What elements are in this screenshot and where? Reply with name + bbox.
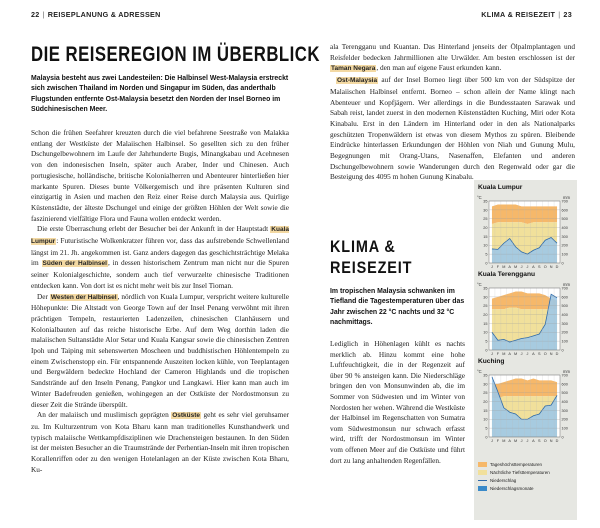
axis-unit-right: mm xyxy=(563,369,570,374)
x-tick-label: D xyxy=(555,352,559,356)
y2-tick-label: 100 xyxy=(561,252,568,257)
y-tick-label: 15 xyxy=(483,234,488,239)
right-section-title: KLIMA & REISEZEIT xyxy=(481,10,556,19)
climate-chart-title: Kuala Lumpur xyxy=(478,184,523,191)
axis-unit-right: mm xyxy=(563,282,570,287)
y-tick-label: 20 xyxy=(483,312,488,317)
y2-tick-label: 300 xyxy=(561,321,568,326)
x-tick-label: O xyxy=(543,439,547,443)
paragraph: Der Westen der Halbinsel, nördlich von Kuala Lumpur, verspricht weitere kulturelle Höhepunkte: Die Altstadt von George Town auf der Insel Penang verwöhnt mit ihren prächtigen Tempeln, restaurierten Ladenzeilen, chinesischen Clanhäusern und Kolonialbauten auf das reiche historische Erbe. Auf dem Weg dorthin laden die malaiischen Sultanstädte Alor Setar und Kuala Kangsar sowie die chinesischen Zentren Ipoh und Taiping mit sehenswerten Moscheen und buddhistischen Höhlentempeln zu einem Zwischenstopp ein. Für entspannende Auszeiten locken kühle, von Teeplantagen und Bergwäldern bedeckte Hochland der Cameron Highlands und die tropischen Sandstrände auf den Inseln Penang, Pangkor und Langkawi. Hier kann man auch im Winter Badefreuden genießen, wohingegen an der Ostküste der Nordostmonsun zu dieser Zeit die Strände überspült. xyxy=(31,291,289,409)
y-tick-label: 25 xyxy=(483,304,488,309)
y-tick-label: 10 xyxy=(483,417,488,422)
y2-tick-label: 300 xyxy=(561,408,568,413)
section-body: Lediglich in Höhenlagen kühlt es nachts merklich ab. Hinzu kommt eine hohe Luftfeuchtigkeit, die in der Regenzeit auf über 90 % ansteigen kann. Die Niederschläge bringen den von Monsunwinden ab, die im Sommer von Südwesten und im Winter von Nordosten her wehen. Während die Westküste der Halbinsel im Regenschatten von Sumatra vom Südwestmonsun nur schwach erfasst wird, trifft der Nordostmonsun im Winter vom offenen Meer auf die Ostküste und führt dort zu lang anhaltenden Regenfällen. xyxy=(330,339,465,465)
y-tick-label: 0 xyxy=(485,348,488,353)
y2-tick-label: 400 xyxy=(561,399,568,404)
y-tick-label: 35 xyxy=(483,199,488,204)
y2-tick-label: 0 xyxy=(561,348,564,353)
highlight-term: Ost-Malaysia xyxy=(337,77,378,85)
climate-charts-panel xyxy=(474,180,577,520)
x-tick-label: M xyxy=(514,439,518,443)
y-tick-label: 5 xyxy=(485,339,488,344)
x-tick-label: N xyxy=(549,352,553,356)
y-tick-label: 20 xyxy=(483,399,488,404)
legend-rain-days-label: Niederschlagsmonate xyxy=(490,485,534,491)
y-tick-label: 10 xyxy=(483,330,488,335)
x-tick-label: A xyxy=(508,352,511,356)
x-tick-label: S xyxy=(538,439,541,443)
x-tick-label: J xyxy=(526,439,529,443)
legend-precip-line xyxy=(478,480,487,481)
paragraph: An der malaiisch und muslimisch geprägten Ostküste geht es sehr viel geruhsamer zu. Im Kulturzentrum von Kota Bharu kann man traditionelles Kunsthandwerk und typisch malaiische Wettkampfdisziplinen wie Drachensteigen bestaunen. In den Süden ist der meisten Besucher an die Traumstrände der Perhentian-Inseln mit ihren tropischen Korallenriffen oder zu den wenigen Hotelanlagen an der Küste zwischen Kota Bharu, Ku- xyxy=(31,410,290,474)
x-tick-label: M xyxy=(502,439,506,443)
x-tick-label: A xyxy=(532,439,535,443)
x-tick-label: A xyxy=(532,265,535,269)
x-tick-label: D xyxy=(555,439,559,443)
legend-precip-label: Niederschlag xyxy=(490,477,517,483)
left-section-title: REISEPLANUNG & ADRESSEN xyxy=(47,10,161,19)
x-tick-label: N xyxy=(549,439,553,443)
highlight-term: Westen der Halbinsel xyxy=(50,293,117,301)
y2-tick-label: 600 xyxy=(561,382,568,387)
climate-chart-title: Kuching xyxy=(478,358,505,365)
paragraph: Ost-Malaysia auf der Insel Borneo liegt über 500 km von der Südspitze der Malaiischen Halbinsel entfernt. Borneo – schon allein der Name klingt nach Abenteuer und Kopfjägern. Wer allerdings in die Bundesstaaten Sarawak und Sabah reist, landet zuerst in den modernen Küstenstädten Kuching, Miri oder Kota Kinabalu. Erst in den Ländern im Hinterland oder in den als Nationalparks geschützten Tropenwäldern ist etwas von diesem Mythos zu spüren. Bleibende Eindrücke hinterlassen Erkundungen der Höhlen von Niah und Gunung Mulu, Begegnungen mit Orang-Utans, Nasenaffen, Elefanten und anderen Dschungelbewohnern sowie Wanderungen durch den Regenwald oder gar die Besteigung des 4095 m hohen Gunung Kinabalu. xyxy=(330,75,575,182)
right-page-number: 23 xyxy=(563,10,572,19)
climate-chart xyxy=(474,280,577,360)
left-running-header: 22 | REISEPLANUNG & ADRESSEN xyxy=(31,10,161,19)
y-tick-label: 30 xyxy=(483,208,488,213)
page-title: DIE REISEREGION IM ÜBERBLICK xyxy=(31,42,320,66)
x-tick-label: J xyxy=(491,439,493,443)
y2-tick-label: 400 xyxy=(561,225,568,230)
y-tick-label: 30 xyxy=(483,295,488,300)
y2-tick-label: 700 xyxy=(561,199,568,204)
y2-tick-label: 300 xyxy=(561,234,568,239)
y-tick-label: 25 xyxy=(483,391,488,396)
y-tick-label: 20 xyxy=(483,225,488,230)
x-tick-label: J xyxy=(526,352,529,356)
x-tick-label: S xyxy=(538,352,541,356)
axis-unit-left: °C xyxy=(477,282,482,287)
y2-tick-label: 500 xyxy=(561,304,568,309)
x-tick-label: O xyxy=(543,265,547,269)
x-tick-label: D xyxy=(555,265,559,269)
x-tick-label: N xyxy=(549,265,553,269)
paragraph: Die erste Überraschung erlebt der Besucher bei der Ankunft in der Hauptstadt Kuala Lumpur: Futuristische Wolkenkratzer führen vor, dass das aufstrebende Schwellenland längst im 21. Jh. angekommen ist. Ganz anders dagegen das geschichtsträchtige Melaka im Süden der Halbinsel, in dessen historischem Zentrum man nicht nur die Spuren seiner Kolonialgeschichte, sondern auch tief verwurzelte chinesische Traditionen entdecken kann. Von dort ist es nicht mehr weit bis zur Insel Tioman. xyxy=(31,224,289,290)
x-tick-label: M xyxy=(514,352,518,356)
y-tick-label: 35 xyxy=(483,373,488,378)
x-tick-label: O xyxy=(543,352,547,356)
x-tick-label: M xyxy=(502,265,506,269)
paragraph: Schon die frühen Seefahrer kreuzten durch die viel befahrene Seestraße von Malakka entlang der Westküste der Malaiischen Halbinsel. So gesellten sich zu den früher Dschungelbewohnern im Laufe der Jahrhunderte Bugis, Minangkabau und Acehnesen von den indonesischen Inseln, später auch Araber, Inder und Chinesen. Auch portugiesische, holländische, britische Kolonialherren und Abenteurer hinterließen hier markante Spuren. Dieses bunte Völkergemisch und ihre präsenten Kulturen sind einzigartig in Asien und machen den Reiz einer Reise durch Malaysia aus. Quirlige Küstenstädte, der älteste Dschungel und einige der größten Höhlen der Welt sowie die faszinierend vielfältige Flora und Fauna wollen entdeckt werden. xyxy=(31,128,289,223)
y-tick-label: 10 xyxy=(483,243,488,248)
y-tick-label: 15 xyxy=(483,408,488,413)
climate-chart-title: Kuala Terengganu xyxy=(478,271,536,278)
highlight-term: Taman Negara xyxy=(331,65,376,73)
legend-night-label: Nächtliche Tiefsttemperaturen xyxy=(490,469,550,475)
x-tick-label: J xyxy=(491,265,493,269)
right-running-header: KLIMA & REISEZEIT | 23 xyxy=(481,10,572,19)
y2-tick-label: 400 xyxy=(561,312,568,317)
left-page xyxy=(31,0,320,528)
x-tick-label: F xyxy=(496,439,500,443)
paragraph: ala Terengganu und Kuantan. Das Hinterland jenseits der Ölpalmplantagen und Reisfelder bedecken Jahrmillionen alte Urwälder. Am besten erschlossen ist der Taman Negara, den man auf eigene Faust erkunden kann. xyxy=(330,42,575,73)
x-tick-label: A xyxy=(532,352,535,356)
axis-unit-right: mm xyxy=(563,195,570,200)
x-tick-label: A xyxy=(508,265,511,269)
legend-swatch-rain-days xyxy=(478,486,487,491)
axis-unit-left: °C xyxy=(477,195,482,200)
x-tick-label: J xyxy=(520,352,523,356)
x-tick-label: F xyxy=(496,352,500,356)
y2-tick-label: 200 xyxy=(561,243,568,248)
climate-chart xyxy=(474,193,577,273)
y-tick-label: 5 xyxy=(485,252,488,257)
y2-tick-label: 200 xyxy=(561,417,568,422)
y2-tick-label: 600 xyxy=(561,295,568,300)
intro-lead: Malaysia besteht aus zwei Landesteilen: Die Halbinsel West-Malaysia erstreckt sich zwischen Thailand im Norden und Singapur im Süden, das anderthalb Flugstunden entfernte Ost-Malaysia besetzt den Norden der Insel Borneo im Südchinesischen Meer. xyxy=(31,75,289,114)
y2-tick-label: 0 xyxy=(561,435,564,440)
climate-chart xyxy=(474,367,577,447)
highlight-term: Kuala Lumpur xyxy=(31,226,289,246)
x-tick-label: J xyxy=(526,265,529,269)
x-tick-label: A xyxy=(508,439,511,443)
x-tick-label: J xyxy=(491,352,493,356)
left-page-number: 22 xyxy=(31,10,40,19)
y-tick-label: 30 xyxy=(483,382,488,387)
y2-tick-label: 600 xyxy=(561,208,568,213)
section-title: KLIMA & REISEZEIT xyxy=(330,237,413,277)
y2-tick-label: 700 xyxy=(561,373,568,378)
y2-tick-label: 700 xyxy=(561,286,568,291)
highlight-term: Süden der Halbinsel xyxy=(42,260,107,268)
x-tick-label: F xyxy=(496,265,500,269)
y2-tick-label: 0 xyxy=(561,261,564,266)
right-body-text xyxy=(330,42,575,183)
y-tick-label: 0 xyxy=(485,261,488,266)
climate-legend xyxy=(478,460,576,492)
y2-tick-label: 100 xyxy=(561,426,568,431)
x-tick-label: M xyxy=(514,265,518,269)
y-tick-label: 25 xyxy=(483,217,488,222)
y2-tick-label: 200 xyxy=(561,330,568,335)
section-lead: Im tropischen Malaysia schwanken im Tiefland die Tagestemperaturen über das Jahr zwischen 22 °C nachts und 32 °C nachmittags. xyxy=(330,288,465,326)
legend-day-label: Tageshöchsttemperaturen xyxy=(490,461,543,467)
x-tick-label: M xyxy=(502,352,506,356)
y2-tick-label: 500 xyxy=(561,391,568,396)
x-tick-label: J xyxy=(520,265,523,269)
highlight-term: Ostküste xyxy=(172,412,201,420)
left-body-text xyxy=(31,128,289,476)
x-tick-label: S xyxy=(538,265,541,269)
y-tick-label: 15 xyxy=(483,321,488,326)
legend-swatch-night xyxy=(478,470,487,475)
axis-unit-left: °C xyxy=(477,369,482,374)
legend-swatch-day xyxy=(478,462,487,467)
y2-tick-label: 100 xyxy=(561,339,568,344)
y2-tick-label: 500 xyxy=(561,217,568,222)
y-tick-label: 0 xyxy=(485,435,488,440)
y-tick-label: 35 xyxy=(483,286,488,291)
y-tick-label: 5 xyxy=(485,426,488,431)
x-tick-label: J xyxy=(520,439,523,443)
